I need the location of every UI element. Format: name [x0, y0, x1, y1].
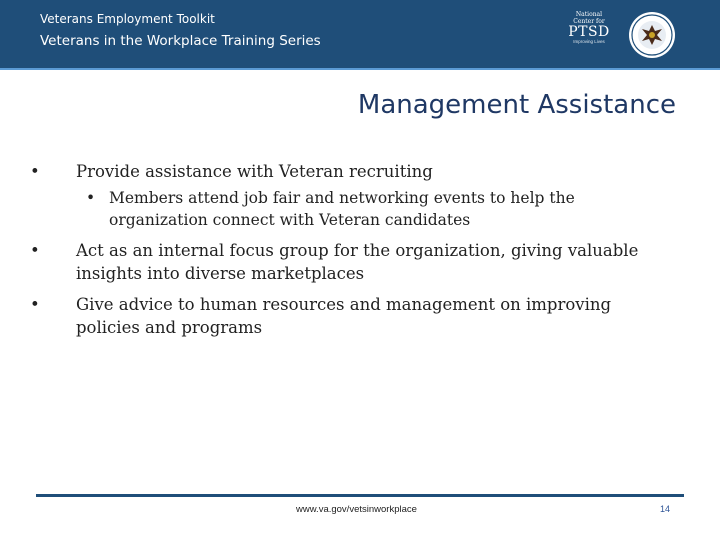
bullet-marker: • [30, 162, 40, 181]
bullet-text: Members attend job fair and networking events to help the organization connect with Veteran candidates [109, 189, 575, 229]
bullet-text: Act as an internal focus group for the organization, giving valuable insights into diverse marketplaces [76, 241, 639, 283]
bullet-list [30, 160, 670, 347]
bullet-text: Provide assistance with Veteran recruiting [76, 162, 433, 181]
bullet-item [30, 160, 670, 183]
bullet-marker: • [30, 241, 40, 260]
bullet-marker: • [86, 189, 96, 207]
ptsd-logo-sub: Improving Lives [573, 39, 605, 44]
ptsd-logo [561, 11, 617, 59]
page-number: 14 [660, 504, 671, 514]
ptsd-logo-main: PTSD [568, 24, 610, 40]
va-seal-icon [628, 11, 676, 59]
bullet-item [30, 239, 670, 285]
header-banner [0, 0, 720, 70]
footer-divider [36, 494, 684, 497]
ptsd-logo-line1: National [575, 11, 603, 18]
bullet-marker: • [30, 295, 40, 314]
ptsd-logo-line2: Center for [573, 18, 605, 25]
bullet-text: Give advice to human resources and management on improving policies and programs [76, 295, 612, 337]
slide-title: Management Assistance [357, 90, 676, 120]
sub-bullet-item [30, 187, 670, 231]
footer-url: www.va.gov/vetsinworkplace [296, 504, 417, 515]
bullet-item [30, 293, 670, 339]
toolkit-title: Veterans Employment Toolkit [40, 12, 215, 26]
series-title: Veterans in the Workplace Training Series [40, 33, 321, 49]
